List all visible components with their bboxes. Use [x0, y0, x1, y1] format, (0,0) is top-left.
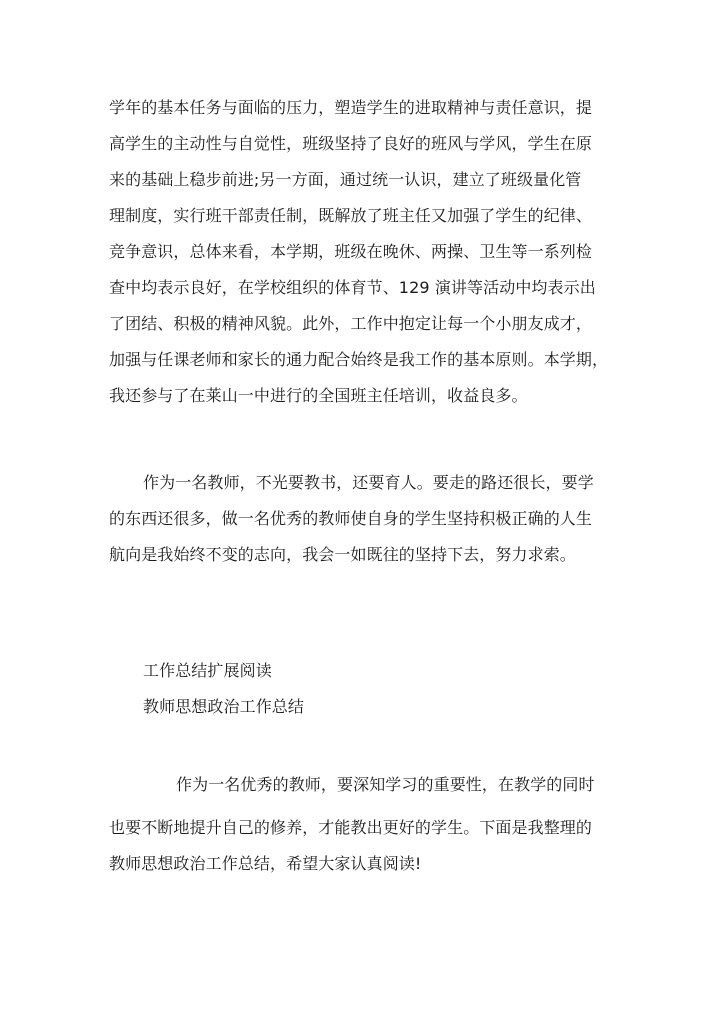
paragraph-1-line-3: 来的基础上稳步前进;另一方面，通过统一认识，建立了班级量化管	[109, 170, 582, 189]
extended-reading-label: 工作总结扩展阅读	[143, 661, 272, 680]
paragraph-1-line-6: 查中均表示良好，在学校组织的体育节、129 演讲等活动中均表示出	[109, 278, 596, 297]
paragraph-2-line-1: 作为一名教师，不光要教书，还要育人。要走的路还很长，要学	[143, 473, 594, 492]
paragraph-1-line-9: 我还参与了在莱山一中进行的全国班主任培训，收益良多。	[109, 386, 528, 405]
paragraph-3-line-3: 教师思想政治工作总结，希望大家认真阅读!	[109, 854, 422, 873]
paragraph-1-line-5: 竞争意识，总体来看，本学期，班级在晚休、两操、卫生等一系列检	[109, 242, 593, 261]
paragraph-1-line-1: 学年的基本任务与面临的压力，塑造学生的进取精神与责任意识，提	[109, 98, 593, 117]
article-title: 教师思想政治工作总结	[143, 697, 305, 716]
paragraph-1-line-2: 高学生的主动性与自觉性，班级坚持了良好的班风与学风，学生在原	[109, 134, 593, 153]
paragraph-2-line-3: 航向是我始终不变的志向，我会一如既往的坚持下去，努力求索。	[109, 545, 576, 564]
paragraph-1-line-8: 加强与任课老师和家长的通力配合始终是我工作的基本原则。本学期，	[109, 350, 609, 369]
paragraph-1-line-7: 了团结、积极的精神风貌。此外，工作中抱定让每一个小朋友成才，	[109, 314, 593, 333]
paragraph-3-line-2: 也要不断地提升自己的修养，才能教出更好的学生。下面是我整理的	[109, 818, 593, 837]
paragraph-3-line-1: 作为一名优秀的教师，要深知学习的重要性，在教学的同时	[176, 775, 595, 794]
paragraph-2-line-2: 的东西还很多，做一名优秀的教师使自身的学生坚持积极正确的人生	[109, 509, 593, 528]
paragraph-1-line-4: 理制度，实行班干部责任制，既解放了班主任又加强了学生的纪律、	[109, 206, 593, 225]
